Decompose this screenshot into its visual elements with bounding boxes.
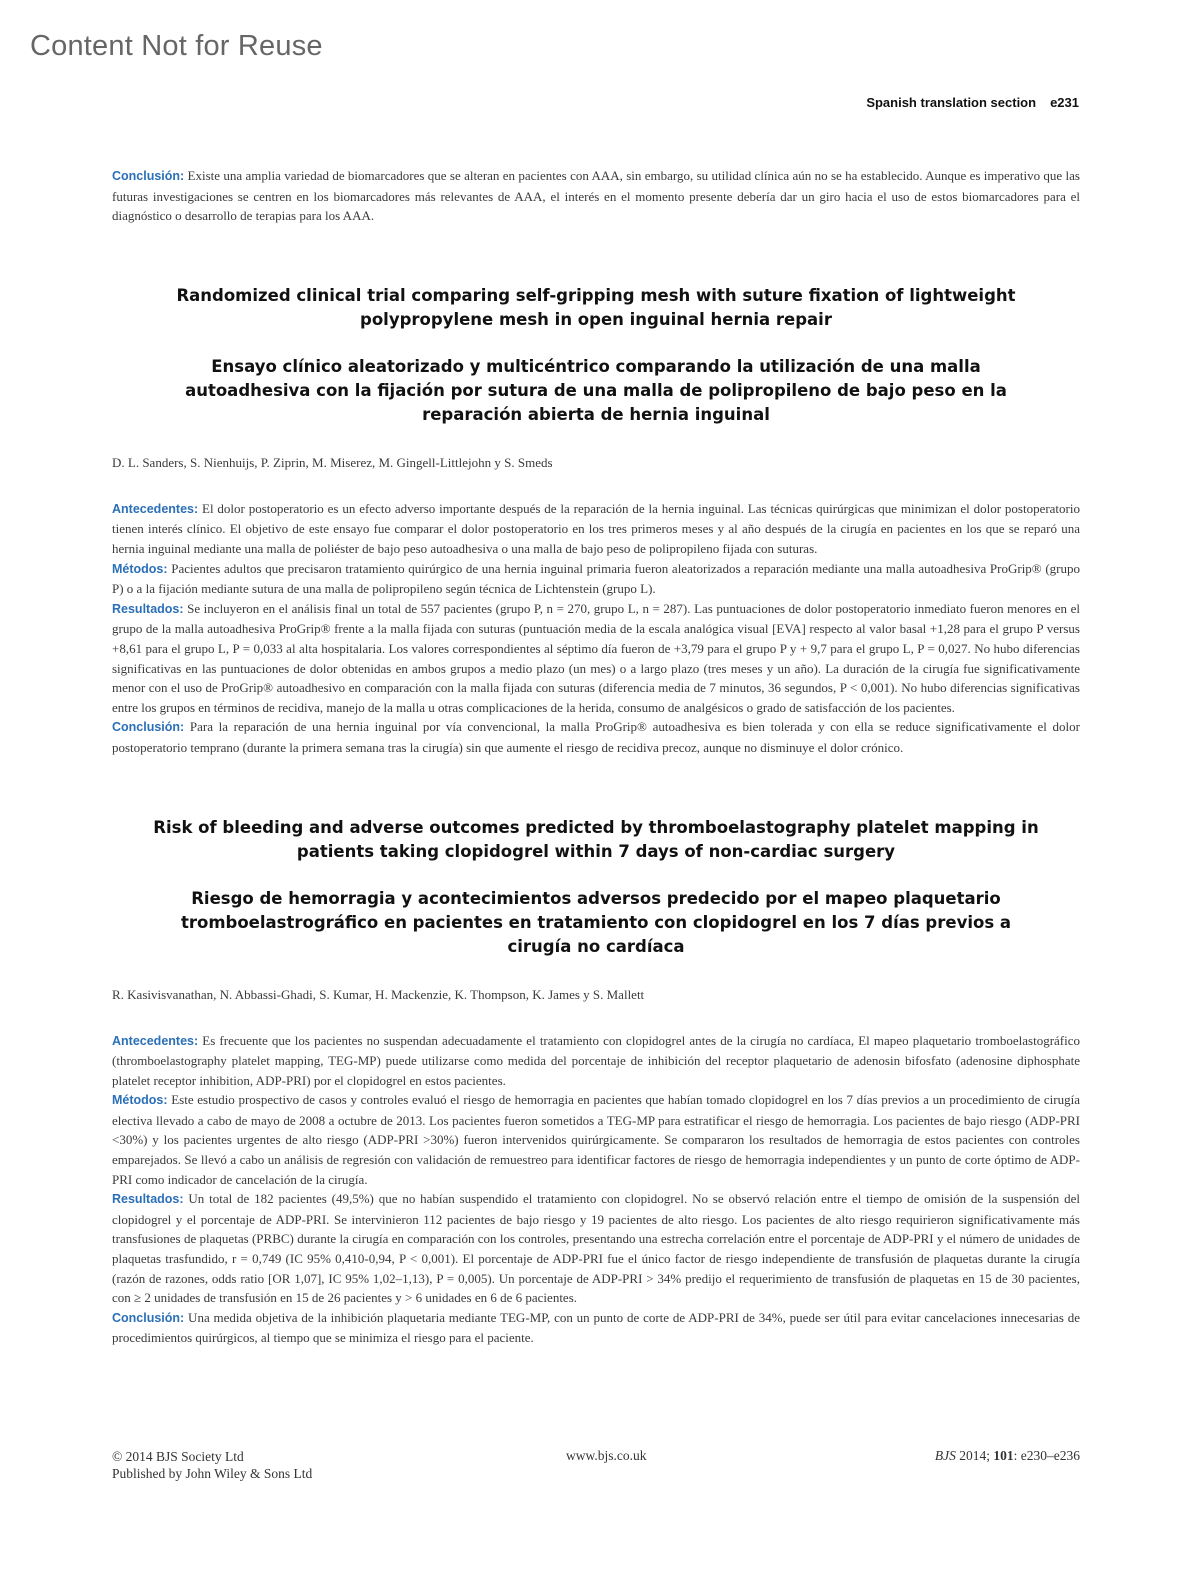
section-text: Este estudio prospectivo de casos y controles evaluó el riesgo de hemorragia en pacientes que habían tomado clopidogrel en los 7 días previos a un procedimiento de cirugía electiva llevado a cabo de mayo de 2008 a octubre de 2013. Los pacientes fueron sometidos a TEG-MP para estratificar el riesgo de hemorragia. Los pacientes de bajo riesgo (ADP-PRI <30%) y los pacientes urgentes de alto riesgo (ADP-PRI >30%) fueron intervenidos quirúrgicamente. Se compararon los resultados de hemorragia de estos pacientes con controles emparejados. Se llevó a cabo un análisis de regresión con validación de remuestreo para identificar factores de riesgo de hemorragia independientes y un punto de corte óptimo de ADP-PRI como indicador de cancelación de la cirugía. bbox=[112, 1092, 1080, 1187]
section-label: Resultados: bbox=[112, 601, 184, 616]
article-1 bbox=[112, 284, 1080, 758]
abstract-methods bbox=[112, 1090, 1080, 1189]
article-title-english: Risk of bleeding and adverse outcomes predicted by thromboelastography platelet mapping in patients taking clopidogrel within 7 days of non-cardiac surgery bbox=[153, 817, 1039, 861]
abstract-results bbox=[112, 599, 1080, 718]
section-text: Una medida objetiva de la inhibición plaquetaria mediante TEG-MP, con un punto de corte de ADP-PRI de 34%, puede ser útil para evitar cancelaciones innecesarias de procedimientos quirúrgicos, al tiempo que se minimiza el riesgo para el paciente. bbox=[112, 1309, 1080, 1346]
section-text: Pacientes adultos que precisaron tratamiento quirúrgico de una hernia inguinal primaria fueron aleatorizados a reparación mediante una malla autoadhesiva ProGrip® (grupo P) o a la fijación mediante sutura de una malla de polipropileno según técnica de Lichtenstein (grupo L). bbox=[112, 560, 1080, 597]
section-text: Un total de 182 pacientes (49,5%) que no habían suspendido el tratamiento con clopidogrel. No se observó relación entre el tiempo de omisión de la suspensión del clopidogrel y el porcentaje de ADP-PRI. Se intervinieron 112 pacientes de bajo riesgo y 19 pacientes de alto riesgo. Los pacientes de alto riesgo requirieron significativamente más transfusiones de plaquetas (PRBC) durante la cirugía en comparación con los controles, presentando una estrecha correlación entre el porcentaje de ADP-PRI y el número de unidades de plaquetas trasfundido, r = 0,749 (IC 95% 0,410-0,94, P < 0,001). El porcentaje de ADP-PRI fue el único factor de riesgo independiente de transfusión de plaquetas durante la cirugía (razón de razones, odds ratio [OR 1,07], IC 95% 1,02–1,13), P = 0,005). Un porcentaje de ADP-PRI > 34% predijo el requerimiento de transfusión de plaquetas en 15 de 30 pacientes, con ≥ 2 unidades de transfusión en 15 de 26 pacientes y > 6 unidades en 6 de 6 pacientes. bbox=[112, 1191, 1080, 1306]
article-authors: R. Kasivisvanathan, N. Abbassi-Ghadi, S. Kumar, H. Mackenzie, K. Thompson, K. James y S. Mallett bbox=[112, 986, 645, 1002]
section-label: Métodos: bbox=[112, 1093, 168, 1108]
copyright-line: © 2014 BJS Society Ltd bbox=[112, 1449, 244, 1464]
abstract-background bbox=[112, 1031, 1080, 1091]
article-title-spanish: Ensayo clínico aleatorizado y multicéntrico comparando la utilización de una malla autoadhesiva con la fijación por sutura de una malla de polipropileno de bajo peso en la reparación abierta de hernia inguinal bbox=[185, 356, 1007, 424]
section-label: Antecedentes: bbox=[112, 1033, 199, 1048]
abstract-conclusion bbox=[112, 717, 1080, 757]
abstract-results bbox=[112, 1189, 1080, 1308]
page-number: e231 bbox=[1050, 95, 1079, 110]
section-text: Para la reparación de una hernia inguinal por vía convencional, la malla ProGrip® autoadhesiva es bien tolerada y con ella se reduce significativamente el dolor postoperatorio temprano (durante la primera semana tras la cirugía) sin que aumente el riesgo de recidiva precoz, aunque no disminuye el dolor crónico. bbox=[112, 719, 1080, 755]
section-label: Conclusión: bbox=[112, 720, 185, 735]
section-text: Existe una amplia variedad de biomarcadores que se alteran en pacientes con AAA, sin embargo, su utilidad clínica aún no se ha establecido. Aunque es imperativo que las futuras investigaciones se centren en los biomarcadores más relevantes de AAA, el interés en el momento presente debería dar un giro hacia el uso de estos biomarcadores para el diagnóstico o desarrollo de terapias para los AAA. bbox=[112, 168, 1080, 224]
article-title-english: Randomized clinical trial comparing self-gripping mesh with suture fixation of lightweight polypropylene mesh in open inguinal hernia repair bbox=[176, 285, 1016, 329]
abstract-methods bbox=[112, 559, 1080, 599]
article-title-spanish: Riesgo de hemorragia y acontecimientos adversos predecido por el mapeo plaquetario tromboelastrográfico en pacientes en tratamiento con clopidogrel en los 7 días previos a cirugía no cardíaca bbox=[180, 888, 1012, 956]
footer-copyright-block bbox=[112, 1448, 312, 1482]
watermark: Content Not for Reuse bbox=[30, 30, 323, 62]
section-label: Resultados: bbox=[112, 1192, 184, 1207]
section-label: Conclusión: bbox=[112, 169, 185, 183]
journal-volume: 101 bbox=[993, 1448, 1014, 1463]
journal-url: www.bjs.co.uk bbox=[566, 1448, 647, 1463]
abstract-conclusion bbox=[112, 1308, 1080, 1348]
section-title: Spanish translation section bbox=[866, 95, 1037, 110]
running-head bbox=[866, 95, 1079, 110]
abstract-background bbox=[112, 499, 1080, 559]
section-label: Conclusión: bbox=[112, 1310, 185, 1325]
journal-name: BJS bbox=[934, 1448, 956, 1463]
section-text: Se incluyeron en el análisis final un total de 557 pacientes (grupo P, n = 270, grupo L, n = 287). Las puntuaciones de dolor postoperatorio inmediato fueron menores en el grupo de la malla autoadhesiva ProGrip® frente a la malla fijada con suturas (puntuación media de la escala analógica visual [EVA] respecto al valor basal +1,28 para el grupo P versus +8,61 para el grupo L, P = 0,033 al alta hospitalaria. Los valores correspondientes al séptimo día fueron de +3,79 para el grupo P y + 9,7 para el grupo L, P = 0,027. No hubo diferencias significativas en las puntuaciones de dolor obtenidas en ambos grupos a medio plazo (un mes) o a largo plazo (tres meses y un año). La duración de la cirugía fue significativamente menor con el uso de ProGrip® autoadhesivo en comparación con la malla fijada con suturas (diferencia media de 7 minutos, 36 segundos, P < 0,001). No hubo diferencias significativas entre los grupos en términos de recidiva, manejo de la malla u otras complicaciones de la herida, consumo de analgésicos o grado de satisfacción de los pacientes. bbox=[112, 600, 1080, 715]
journal-pages: : e230–e236 bbox=[1013, 1448, 1080, 1463]
article-authors: D. L. Sanders, S. Nienhuijs, P. Ziprin, M. Miserez, M. Gingell-Littlejohn y S. Smeds bbox=[112, 454, 553, 470]
article-2 bbox=[112, 816, 1080, 1349]
section-label: Antecedentes: bbox=[112, 501, 199, 516]
section-label: Métodos: bbox=[112, 561, 168, 576]
page-content bbox=[112, 166, 1080, 1348]
section-text: El dolor postoperatorio es un efecto adverso importante después de la reparación de la hernia inguinal. Las técnicas quirúrgicas que minimizan el dolor postoperatorio tienen interés clínico. El objetivo de este ensayo fue comparar el dolor postoperatorio en los tres primeros meses y al año después de la cirugía en pacientes en los que se reparó una hernia inguinal mediante una malla de poliéster de bajo peso autoadhesiva o una malla de bajo peso de polipropileno fijada con suturas. bbox=[112, 500, 1080, 556]
journal-citation bbox=[935, 1448, 1080, 1464]
section-text: Es frecuente que los pacientes no suspendan adecuadamente el tratamiento con clopidogrel antes de la cirugía no cardíaca, El mapeo plaquetario tromboelastográfico (thromboelastography platelet mapping, TEG-MP) puede utilizarse como medida del porcentaje de inhibición del receptor plaquetario de adenosin bifosfato (adenosine diphosphate platelet receptor inhibition, ADP-PRI) por el clopidogrel en estos pacientes. bbox=[112, 1032, 1080, 1088]
journal-year: 2014; bbox=[955, 1448, 994, 1463]
publisher-line: Published by John Wiley & Sons Ltd bbox=[112, 1466, 313, 1481]
previous-conclusion bbox=[112, 166, 1080, 226]
